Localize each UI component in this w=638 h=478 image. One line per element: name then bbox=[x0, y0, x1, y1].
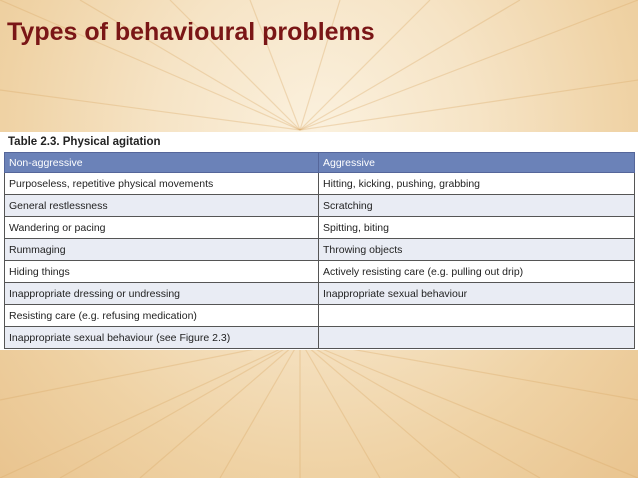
table-cell: General restlessness bbox=[5, 195, 319, 217]
table-cell bbox=[319, 305, 635, 327]
table-row bbox=[5, 261, 635, 283]
table-row bbox=[5, 173, 635, 195]
table-cell: Inappropriate sexual behaviour (see Figure 2.3) bbox=[5, 327, 319, 349]
table-cell: Scratching bbox=[319, 195, 635, 217]
table-cell: Throwing objects bbox=[319, 239, 635, 261]
table-cell: Purposeless, repetitive physical movements bbox=[5, 173, 319, 195]
table-row bbox=[5, 327, 635, 349]
table-cell: Actively resisting care (e.g. pulling out drip) bbox=[319, 261, 635, 283]
table-cell: Inappropriate dressing or undressing bbox=[5, 283, 319, 305]
column-header-non-aggressive: Non-aggressive bbox=[5, 153, 319, 173]
table-cell: Resisting care (e.g. refusing medication) bbox=[5, 305, 319, 327]
table-row bbox=[5, 195, 635, 217]
table-row bbox=[5, 305, 635, 327]
table-cell: Rummaging bbox=[5, 239, 319, 261]
table-caption: Table 2.3. Physical agitation bbox=[8, 136, 161, 148]
table-row bbox=[5, 239, 635, 261]
column-header-aggressive: Aggressive bbox=[319, 153, 635, 173]
table-cell: Wandering or pacing bbox=[5, 217, 319, 239]
table-cell: Spitting, biting bbox=[319, 217, 635, 239]
table-header-row bbox=[5, 153, 635, 173]
slide-title: Types of behavioural problems bbox=[7, 18, 375, 46]
table-row bbox=[5, 217, 635, 239]
table-cell bbox=[319, 327, 635, 349]
table-cell: Hiding things bbox=[5, 261, 319, 283]
table-cell: Inappropriate sexual behaviour bbox=[319, 283, 635, 305]
table-row bbox=[5, 283, 635, 305]
physical-agitation-table bbox=[4, 152, 635, 349]
table-cell: Hitting, kicking, pushing, grabbing bbox=[319, 173, 635, 195]
